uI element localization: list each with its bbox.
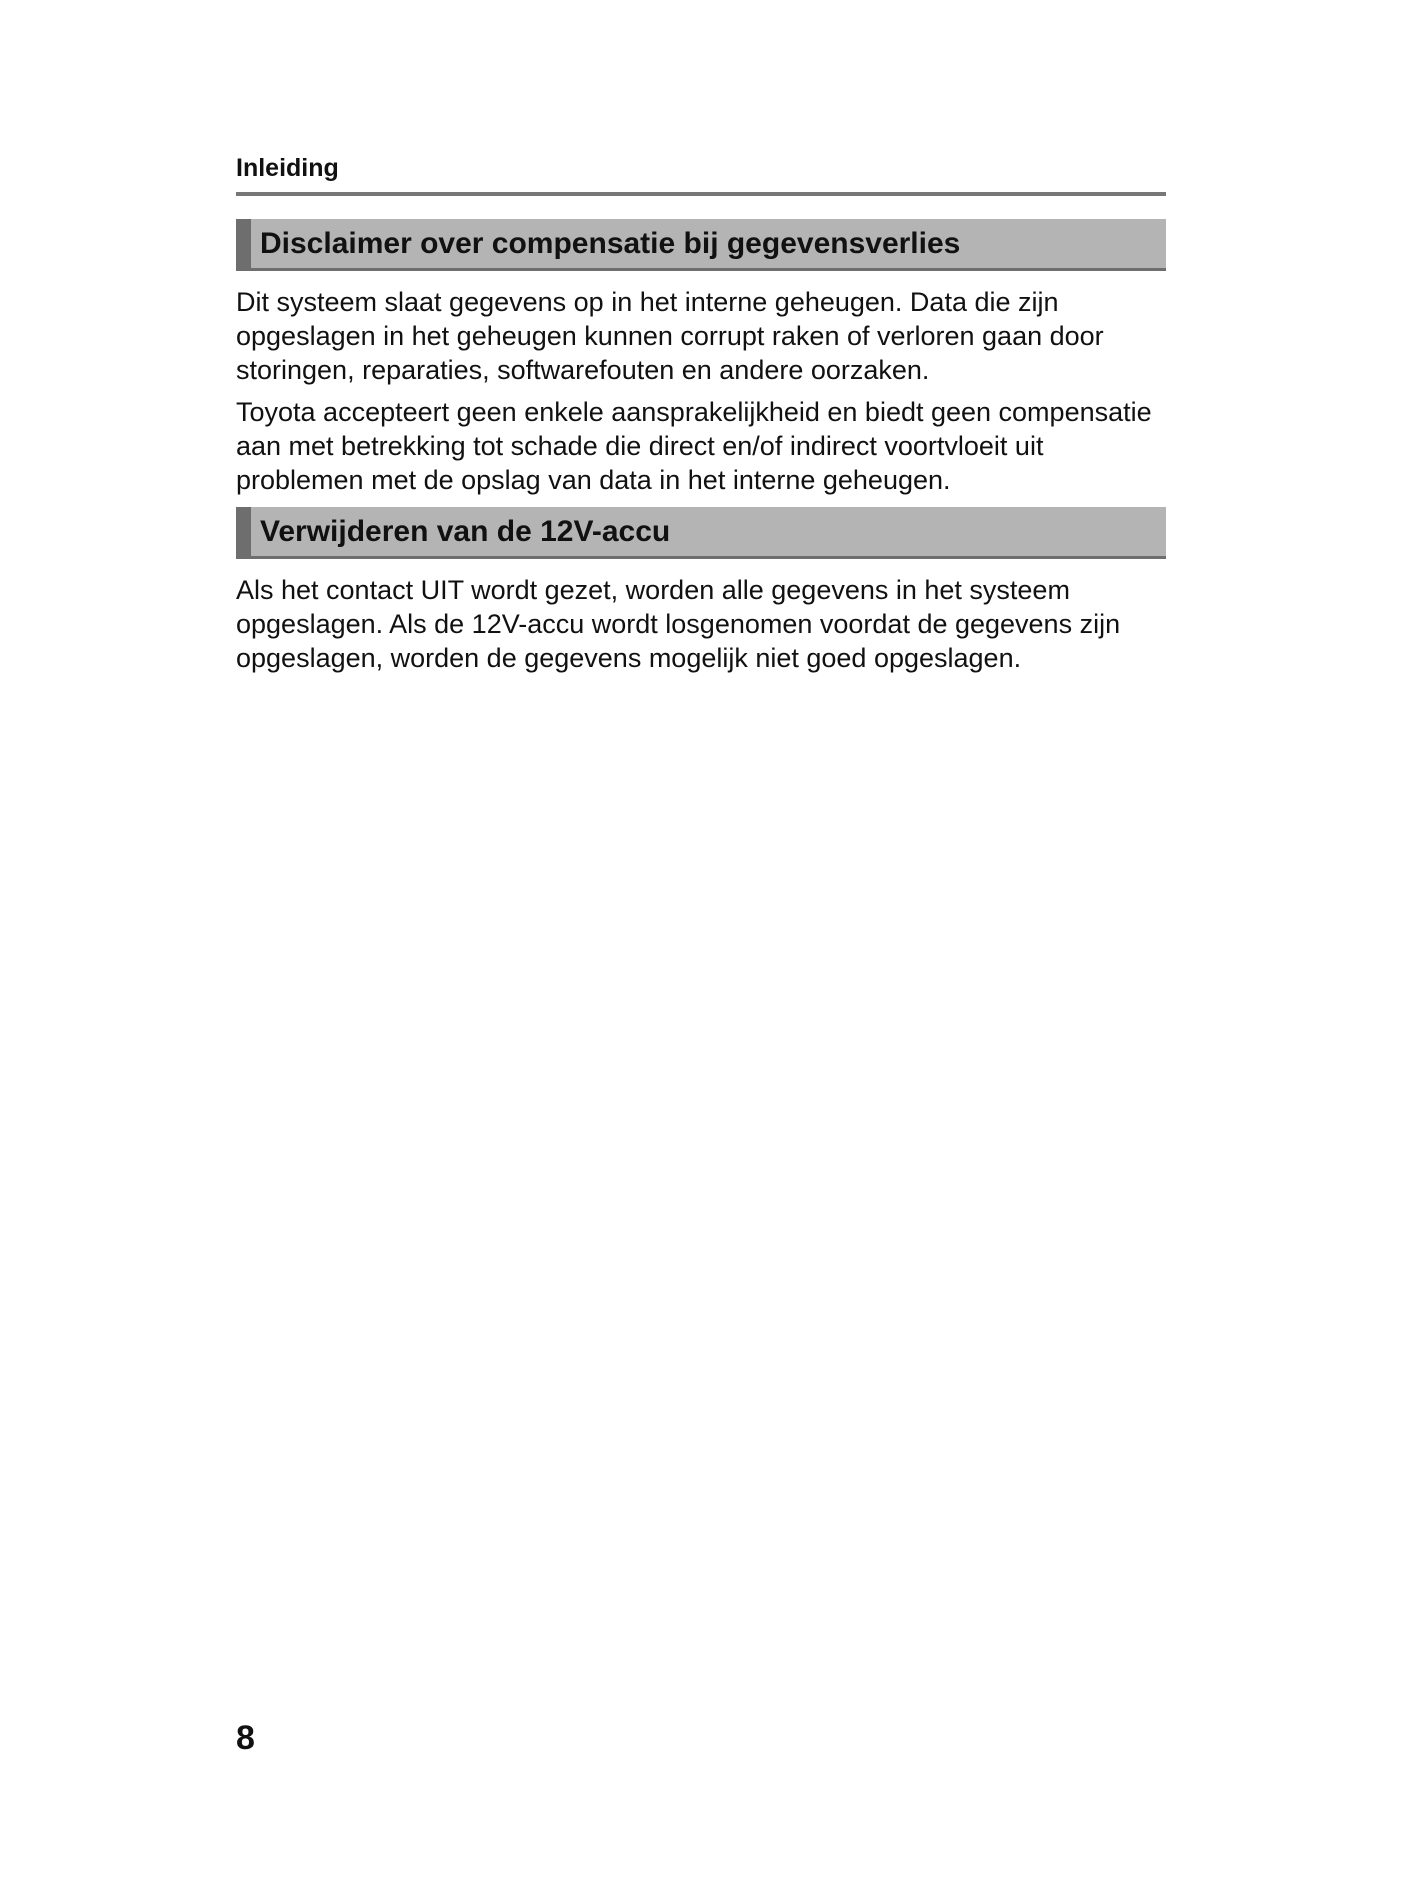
paragraph-battery: Als het contact UIT wordt gezet, worden alle gegevens in het systeem opgeslagen. Als de 12V-accu wordt losgenomen voordat de gegevens zijn opgeslagen, worden de gegevens mogelijk niet goed opgeslagen. [236, 575, 1121, 673]
running-header: Inleiding [236, 150, 1166, 196]
paragraph-liability: Toyota accepteert geen enkele aansprakelijkheid en biedt geen compensatie aan met betrekking tot schade die direct en/of indirect voortvloeit uit problemen met de opslag van data in het interne geheugen. [236, 397, 1152, 495]
page-number: 8 [236, 1719, 255, 1757]
section-heading-disclaimer: Disclaimer over compensatie bij gegevensverlies [236, 219, 1166, 271]
page-content [236, 150, 1166, 675]
section-heading-battery-removal: Verwijderen van de 12V-accu [236, 507, 1166, 559]
paragraph-data-storage: Dit systeem slaat gegevens op in het interne geheugen. Data die zijn opgeslagen in het geheugen kunnen corrupt raken of verloren gaan door storingen, reparaties, softwarefouten en andere oorzaken. [236, 287, 1104, 385]
